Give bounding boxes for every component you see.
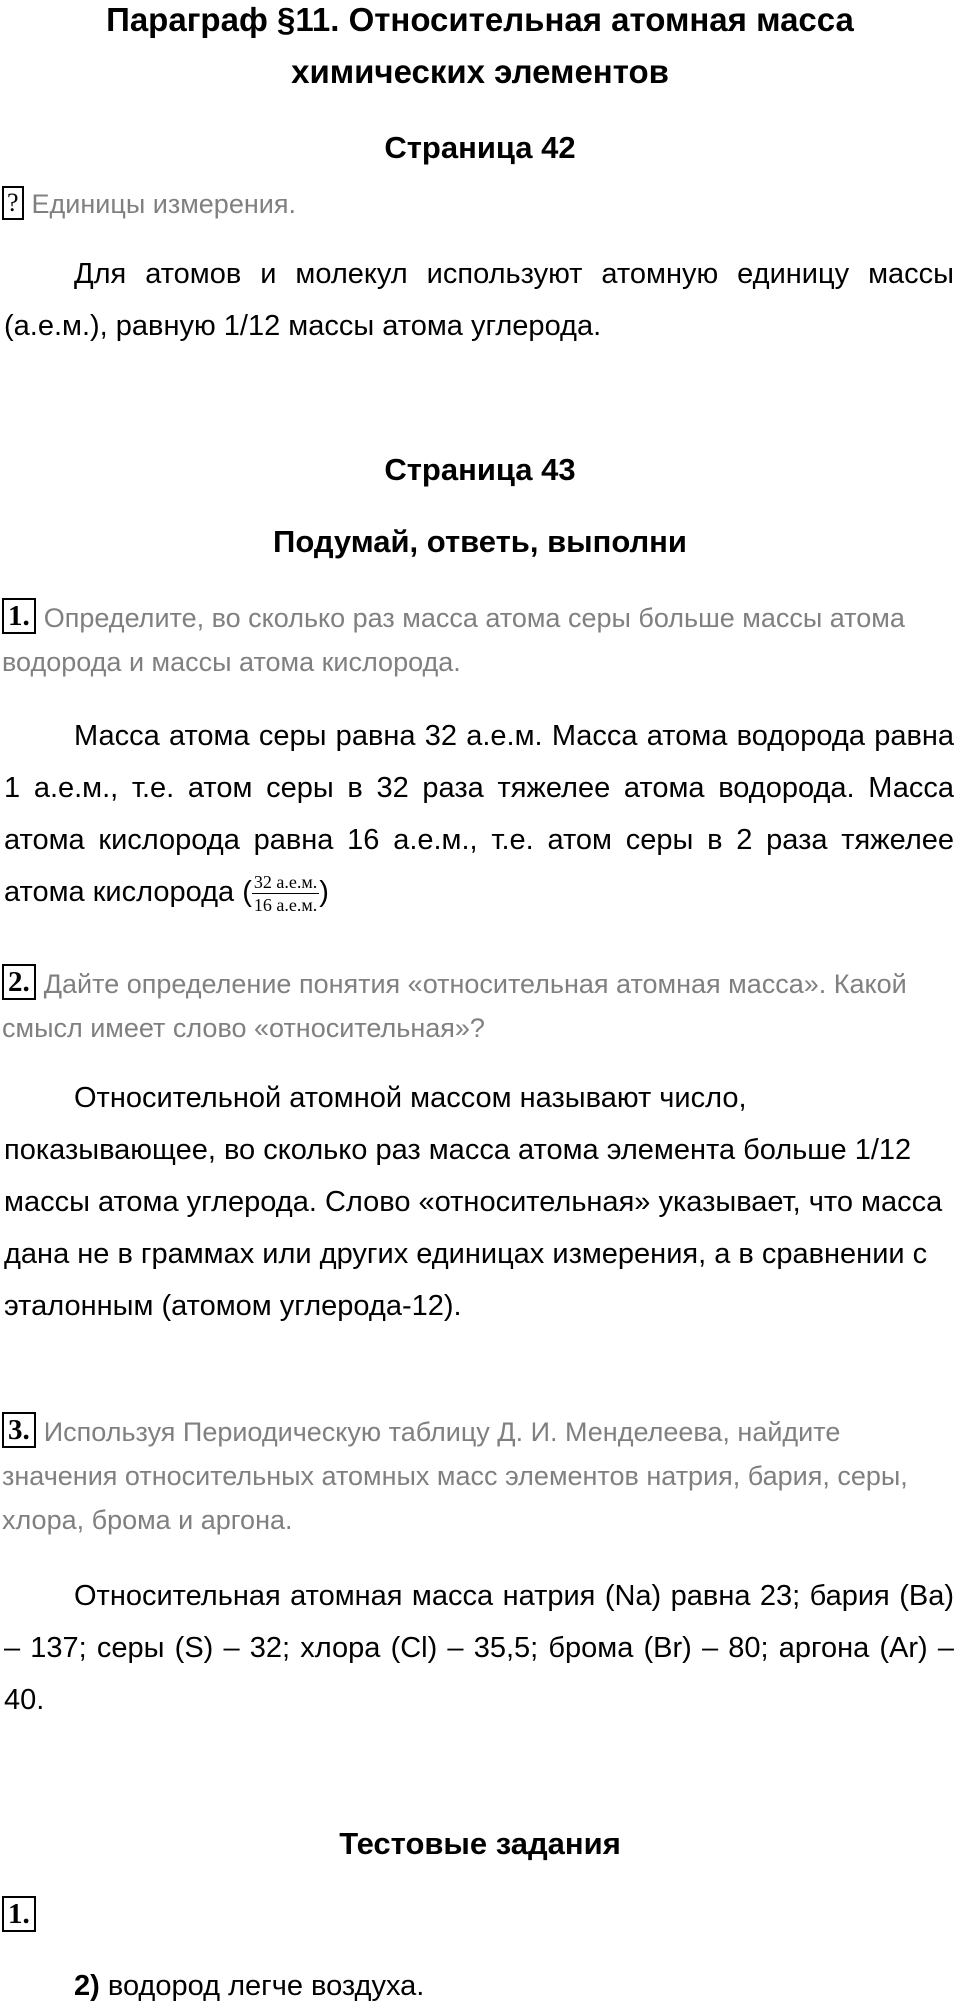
test-1-answer-text: водород легче воздуха. (107, 1970, 425, 2002)
question-mark-icon: ? (2, 186, 24, 220)
page-43-subheading: Подумай, ответь, выполни (273, 524, 687, 559)
question-2-number: 2. (2, 964, 36, 1000)
fraction-denominator: 16 а.е.м. (253, 894, 318, 915)
answer-3-text: Относительная атомная масса натрия (Na) равна 23; бария (Ba) – 137; серы (S) – 32; хлора (Cl) – 35,5; брома (Br) – 80; аргона (Ar) – 40. (4, 1580, 954, 1716)
answer-1 (4, 710, 954, 918)
test-1-answer (4, 1960, 954, 2012)
mass-ratio-fraction (252, 871, 319, 916)
test-1 (2, 1894, 952, 1938)
page-title-line1: Параграф §11. Относительная атомная масса (106, 1, 854, 38)
page-title-line2: химических элементов (291, 53, 669, 90)
question-3 (2, 1410, 952, 1542)
question-2-text: Дайте определение понятия «относительная атомная масса». Какой смысл имеет слово «относительная»? (2, 969, 907, 1043)
page-42-question (2, 182, 952, 226)
page-42-answer (4, 248, 954, 352)
question-1-text: Определите, во сколько раз масса атома серы больше массы атома водорода и массы атома кислорода. (2, 603, 905, 677)
page-42-heading: Страница 42 (384, 130, 576, 165)
question-1-number: 1. (2, 598, 36, 634)
page-43-heading: Страница 43 (384, 452, 576, 487)
question-2 (2, 962, 952, 1050)
tests-heading: Тестовые задания (339, 1826, 621, 1861)
answer-3 (4, 1570, 954, 1726)
page-42-question-text: Единицы измерения. (31, 189, 296, 219)
test-1-number: 1. (2, 1896, 36, 1932)
answer-1-text: Масса атома серы равна 32 а.е.м. Масса атома водорода равна 1 а.е.м., т.е. атом серы в 32 раза тяжелее атома водорода. Масса атома кислорода равна 16 а.е.м., т.е. атом серы в 2 раза тяжелее атома кислорода ( (4, 720, 954, 908)
fraction-numerator: 32 а.е.м. (253, 871, 318, 892)
answer-1-close: ) (319, 876, 329, 908)
answer-2 (4, 1072, 954, 1332)
test-1-answer-label: 2) (74, 1970, 100, 2002)
page-42-answer-text: Для атомов и молекул используют атомную единицу массы (а.е.м.), равную 1/12 массы атома углерода. (4, 258, 954, 342)
answer-2-text: Относительной атомной массом называют число, показывающее, во сколько раз масса атома элемента больше 1/12 массы атома углерода. Слово «относительная» указывает, что масса дана не в граммах или других единицах измерения, а в сравнении с эталонным (атомом углерода-12). (4, 1082, 943, 1322)
question-1 (2, 596, 952, 684)
question-3-text: Используя Периодическую таблицу Д. И. Менделеева, найдите значения относительных атомных масс элементов натрия, бария, серы, хлора, брома и аргона. (2, 1417, 908, 1535)
question-3-number: 3. (2, 1412, 36, 1448)
